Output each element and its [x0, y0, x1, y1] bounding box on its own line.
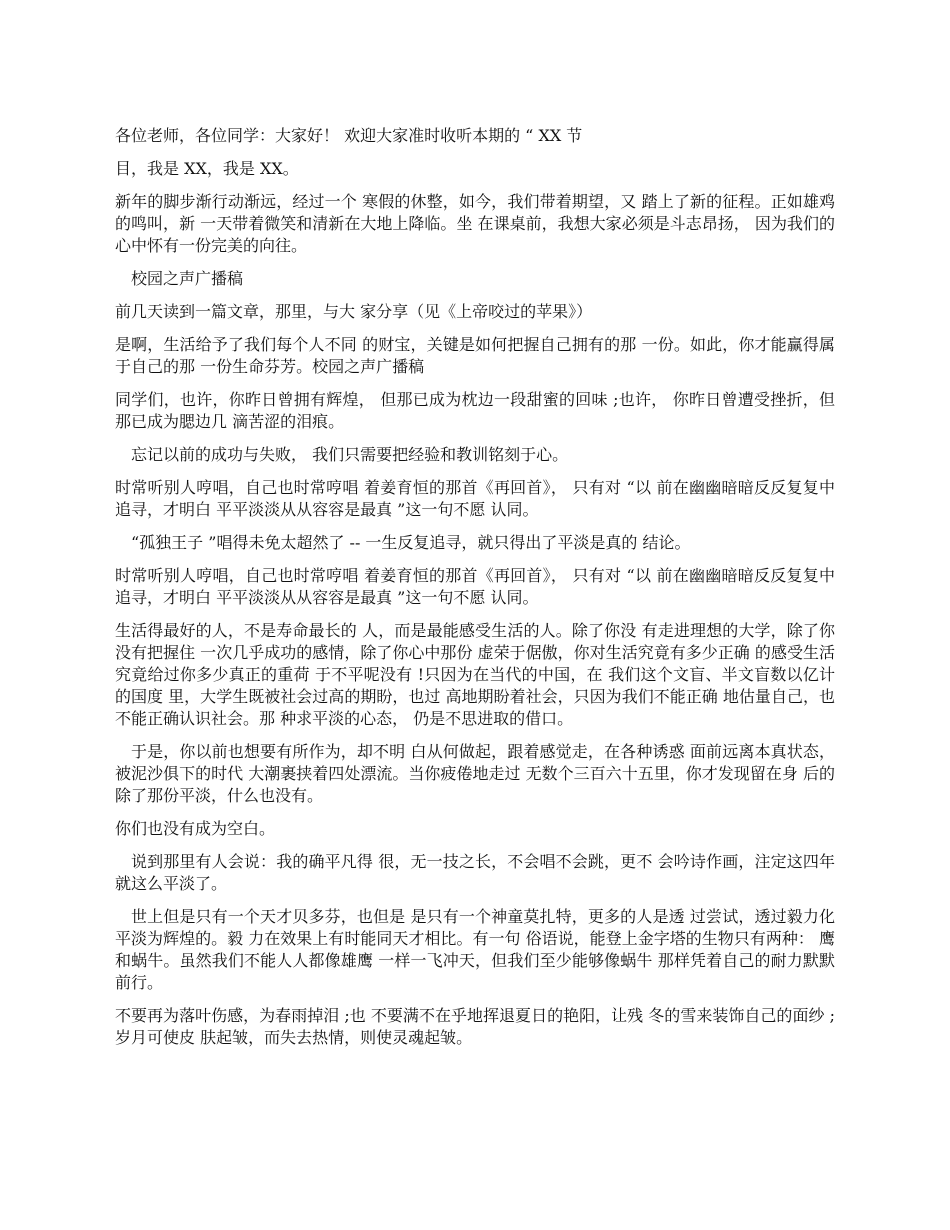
paragraph: 忘记以前的成功与失败， 我们只需要把经验和教训铭刻于心。: [131, 445, 569, 464]
paragraph: 是啊，生活给予了我们每个人不同 的财宝，关键是如何把握自己拥有的那 一份。如此，你才能赢得属于自己的那 一份生命芬芳。校园之声广播稿: [115, 335, 835, 376]
paragraph: 时常听别人哼唱，自己也时常哼唱 着姜育恒的那首《再回首》， 只有对 “以 前在幽幽暗暗反反复复中追寻，才明白 平平淡淡从从容容是最真 ”这一句不愿 认同。: [115, 478, 835, 519]
paragraph: 你们也没有成为空白。: [115, 819, 276, 838]
paragraph: 新年的脚步渐行动渐远，经过一个 寒假的休整，如今，我们带着期望，又 踏上了新的征程。正如雄鸡的鸣叫，新 一天带着微笑和清新在大地上降临。坐 在课桌前，我想大家必须是斗志昂扬， 因为我们的心中怀有一份完美的向往。: [115, 192, 835, 255]
paragraph: 说到那里有人会说：我的确平凡得 很，无一技之长，不会唱不会跳，更不 会吟诗作画，注定这四年就这么平淡了。: [115, 852, 835, 893]
paragraph: 目，我是 XX，我是 XX。: [115, 159, 299, 178]
document-body: [115, 125, 835, 1060]
paragraph: 不要再为落叶伤感，为春雨掉泪 ;也 不要满不在乎地挥退夏日的艳阳，让残 冬的雪来装饰自己的面纱 ;岁月可使皮 肤起皱，而失去热情，则使灵魂起皱。: [115, 1006, 835, 1047]
paragraph: 世上但是只有一个天才贝多芬，也但是 是只有一个神童莫扎特，更多的人是透 过尝试，透过毅力化平淡为辉煌的。毅 力在效果上有时能同天才相比。有一句 俗语说，能登上金字塔的生物只有两种： 鹰和蜗牛。虽然我们不能人人都像雄鹰 一样一飞冲天，但我们至少能够像蜗牛 那样凭着自己的耐力默默前行。: [115, 907, 835, 992]
paragraph: 于是，你以前也想要有所作为，却不明 白从何做起，跟着感觉走，在各种诱惑 面前远离本真状态，被泥沙俱下的时代 大潮裹挟着四处漂流。当你疲倦地走过 无数个三百六十五里，你才发现留在身 后的除了那份平淡，什么也没有。: [115, 742, 835, 805]
paragraph: 前几天读到一篇文章，那里，与大 家分享（见《上帝咬过的苹果》）: [115, 302, 593, 321]
paragraph: 校园之声广播稿: [131, 269, 244, 288]
paragraph: 同学们，也许，你昨日曾拥有辉煌， 但那已成为枕边一段甜蜜的回味 ;也许， 你昨日曾遭受挫折，但那已成为腮边几 滴苦涩的泪痕。: [115, 390, 835, 431]
paragraph: 各位老师，各位同学：大家好！ 欢迎大家准时收听本期的 “ XX 节: [115, 126, 583, 145]
paragraph: 生活得最好的人，不是寿命最长的 人，而是最能感受生活的人。除了你没 有走进理想的大学，除了你没有把握住 一次几乎成功的感情，除了你心中那份 虚荣于倨傲，你对生活究竟有多少正确 的感受生活究竟给过你多少真正的重荷 于不平呢没有 !只因为在当代的中国，在 我们这个文盲、半文盲数以亿计的国度 里，大学生既被社会过高的期盼，也过 高地期盼着社会，只因为我们不能正确 地估量自己，也不能正确认识社会。那 种求平淡的心态， 仍是不思进取的借口。: [115, 621, 835, 728]
paragraph: “孤独王子 ”唱得未免太超然了 -- 一生反复追寻，就只得出了平淡是真的 结论。: [131, 533, 691, 552]
paragraph: 时常听别人哼唱，自己也时常哼唱 着姜育恒的那首《再回首》， 只有对 “以 前在幽幽暗暗反反复复中追寻，才明白 平平淡淡从从容容是最真 ”这一句不愿 认同。: [115, 566, 835, 607]
